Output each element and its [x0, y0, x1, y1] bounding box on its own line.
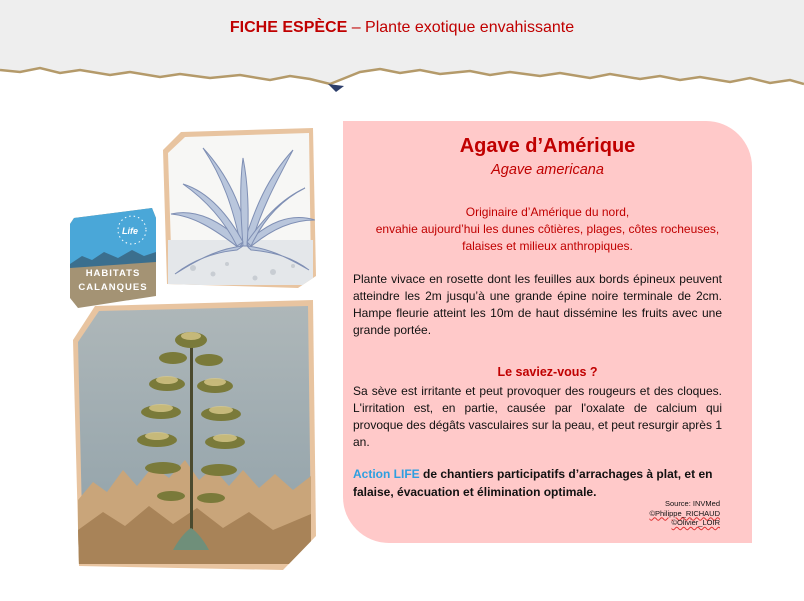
agave-photo-image	[73, 300, 316, 570]
species-card	[343, 121, 752, 543]
credit-photographer-1: ©Philippe_RICHAUD	[649, 508, 720, 518]
origin-line-1: Originaire d’Amérique du nord,	[465, 205, 630, 219]
credit-photographer-2: ©Olivier_LOIR	[671, 518, 720, 527]
page-title-rest: – Plante exotique envahissante	[347, 19, 575, 36]
page-title-bold: FICHE ESPÈCE	[229, 19, 348, 36]
action-life-label: Action LIFE	[353, 467, 420, 481]
photo-credits	[649, 499, 720, 528]
header-background	[0, 0, 804, 100]
habitats-calanques-logo	[70, 208, 156, 308]
action-life-body: de chantiers participatifs d’arrachages à plat, et en falaise, évacuation et élimination optimale.	[353, 467, 713, 499]
logo-shape	[70, 208, 156, 308]
page-title	[0, 19, 804, 37]
agave-illustration	[163, 128, 316, 288]
life-badge: Life	[122, 226, 139, 236]
credit-source: Source: INVMed	[664, 499, 720, 508]
description-text: Plante vivace en rosette dont les feuilles aux bords épineux peuvent atteindre les 2m jusqu’à une grande épine noire terminale de 2cm. Hampe fleurie atteint les 10m de haut dissémine les fruits avec une grande portée.	[353, 272, 722, 337]
saviez-vous-heading: Le saviez-vous ?	[497, 365, 598, 379]
logo-line-2: CALANQUES	[78, 282, 148, 293]
origin-text	[353, 204, 742, 255]
page-header	[0, 0, 804, 100]
agave-photo	[73, 300, 316, 570]
origin-line-2: envahie aujourd’hui les dunes côtières, plages, côtes rocheuses,	[375, 222, 720, 236]
agave-drawing	[163, 128, 316, 288]
origin-line-3: falaises et milieux anthropiques.	[462, 239, 633, 253]
action-life-text	[353, 465, 722, 501]
species-latin-name: Agave americana	[491, 162, 604, 178]
logo-line-1: HABITATS	[85, 268, 141, 279]
saviez-vous-text: Sa sève est irritante et peut provoquer des rougeurs et des cloques. L'irritation est, en partie, causée par l'oxalate de calcium qui provoque des dégâts vasculaires sur la peau, et peut resurgir après 1 an.	[353, 384, 722, 449]
species-name: Agave d’Amérique	[459, 135, 636, 157]
